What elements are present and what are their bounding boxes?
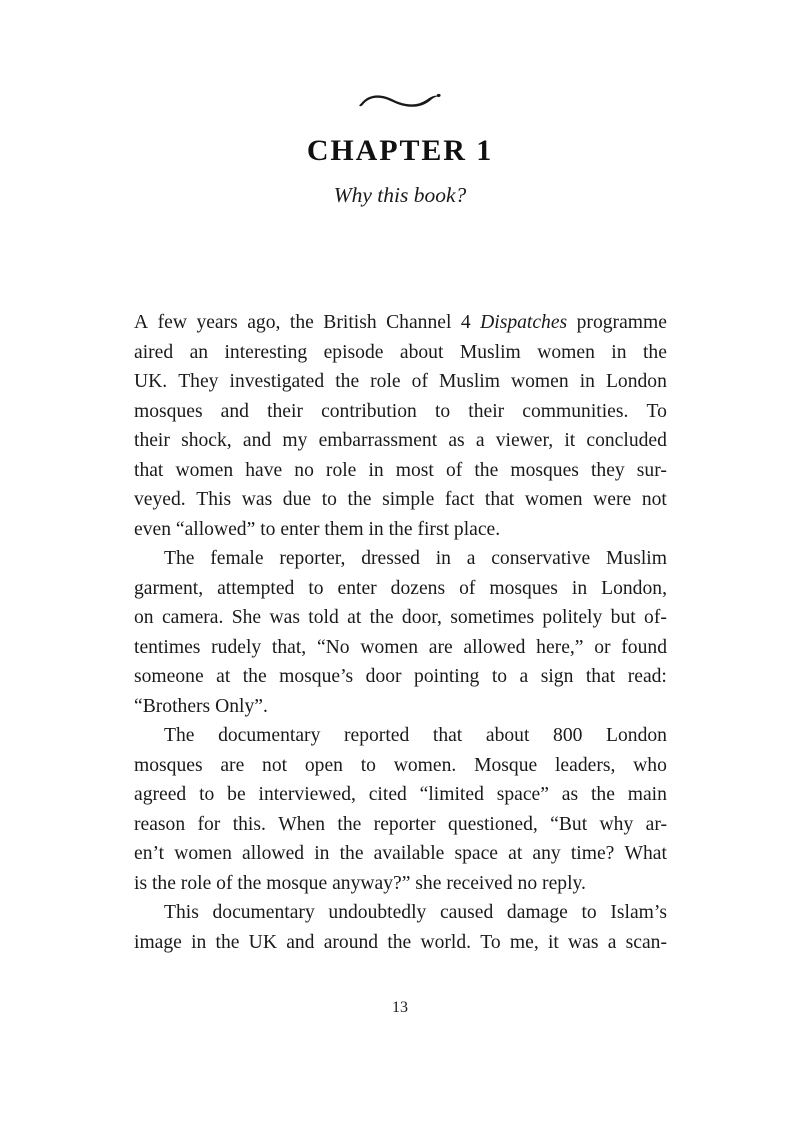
word: undoubtedly <box>328 902 427 923</box>
word: en’t <box>134 843 165 864</box>
word: to <box>321 489 337 510</box>
word: interesting <box>224 341 308 363</box>
word: embarrassment <box>318 430 438 451</box>
word: space” <box>496 784 549 805</box>
body-text <box>134 308 667 957</box>
word: women <box>360 636 419 658</box>
word: “Brothers Only”. <box>134 695 268 717</box>
word: that <box>484 489 515 510</box>
word: space <box>454 843 498 864</box>
word: pointing <box>414 666 480 687</box>
word: Muslim <box>438 371 500 392</box>
page-number: 13 <box>392 999 408 1016</box>
word: sign <box>540 666 574 687</box>
chapter-subtitle: Why this book? <box>333 183 467 207</box>
paragraph <box>134 721 667 898</box>
word: about <box>485 725 530 746</box>
word: damage <box>506 902 568 923</box>
word: documentary <box>212 902 315 923</box>
word: fact <box>444 489 475 510</box>
word: contribution <box>321 400 417 422</box>
word: UK. <box>134 371 168 392</box>
word: in <box>571 577 588 599</box>
text-line <box>134 426 667 456</box>
word: When <box>278 813 326 835</box>
word: this. <box>232 813 266 835</box>
word: not <box>641 489 667 510</box>
word: was <box>269 607 300 628</box>
text-line <box>134 338 667 368</box>
word: sometimes <box>450 607 535 628</box>
paragraph <box>134 544 667 721</box>
word: and <box>286 931 315 953</box>
word: communities. <box>522 400 629 422</box>
word: even “allowed” to enter them in the first place. <box>134 518 501 540</box>
word: the <box>590 784 615 805</box>
word: my <box>282 430 308 451</box>
word: to <box>491 666 508 687</box>
word: reporter <box>373 813 436 835</box>
word: She <box>231 607 262 628</box>
word: and <box>242 430 272 451</box>
word: reason <box>134 813 186 835</box>
word: to <box>308 577 324 599</box>
word: British <box>323 312 377 333</box>
word: and <box>220 400 249 422</box>
word: a <box>607 931 617 953</box>
text-line <box>134 780 667 810</box>
word: it <box>547 931 559 953</box>
word: This <box>196 489 232 510</box>
text-line <box>134 456 667 486</box>
word: me, <box>509 931 539 953</box>
word: years <box>196 312 238 333</box>
word: someone <box>134 666 204 687</box>
word: shock, <box>181 430 232 451</box>
word: viewer, <box>495 430 554 451</box>
word: door, <box>401 607 442 628</box>
text-line <box>134 839 667 869</box>
word: role <box>370 371 401 392</box>
text-line <box>134 810 667 840</box>
word: the <box>242 666 267 687</box>
word: mosque’s <box>279 666 354 687</box>
word: are <box>428 636 453 658</box>
word: was <box>568 931 599 953</box>
word: sur- <box>636 459 667 481</box>
text-line <box>134 367 667 397</box>
word: concluded <box>586 430 667 451</box>
word: women. <box>393 754 457 776</box>
word: scan- <box>625 931 667 953</box>
word: world. <box>420 931 472 953</box>
text-line <box>134 869 667 899</box>
word: the <box>337 813 362 835</box>
word: leaders, <box>554 754 616 776</box>
word: Muslim <box>459 341 521 363</box>
word: they <box>590 459 625 481</box>
word: the <box>215 931 240 953</box>
text-line <box>134 692 667 722</box>
word: or <box>594 636 611 658</box>
word: women <box>174 843 232 864</box>
word: Channel <box>386 312 452 333</box>
word: allowed <box>242 843 305 864</box>
word: the <box>289 312 314 333</box>
word: mosques <box>134 754 203 776</box>
text-line <box>134 721 667 751</box>
word: to <box>581 902 597 923</box>
word: The <box>164 548 195 569</box>
word: The <box>164 725 195 746</box>
word: no <box>294 459 314 481</box>
word: Muslim <box>606 548 667 569</box>
word: a <box>519 666 529 687</box>
word: ar- <box>645 813 667 835</box>
text-line <box>134 308 667 338</box>
word: interviewed, <box>258 784 356 805</box>
text-line <box>134 662 667 692</box>
word: that, <box>271 636 307 658</box>
word: documentary <box>218 725 321 746</box>
word: dressed <box>361 548 420 569</box>
text-line <box>134 751 667 781</box>
word: an <box>189 341 209 363</box>
word: allowed <box>463 636 526 658</box>
word: available <box>373 843 445 864</box>
word: few <box>157 312 187 333</box>
word: most <box>395 459 434 481</box>
word: UK <box>248 931 277 953</box>
word: What <box>624 843 667 864</box>
word: as <box>448 430 465 451</box>
text-line <box>134 603 667 633</box>
word: here,” <box>536 636 584 658</box>
word: to <box>360 754 376 776</box>
word: “limited <box>419 784 484 805</box>
paragraph <box>134 308 667 544</box>
text-line <box>134 574 667 604</box>
word: in <box>368 459 384 481</box>
word: that <box>134 459 164 481</box>
word: at <box>216 666 231 687</box>
word: camera. <box>161 607 224 628</box>
word: women <box>510 371 569 392</box>
word: is the role of the mosque anyway?” she received no reply. <box>134 872 586 894</box>
word: the <box>347 489 372 510</box>
word: not <box>262 754 288 776</box>
word: about <box>399 341 444 363</box>
word: their <box>134 430 170 451</box>
word: politely <box>542 607 603 628</box>
word: time? <box>570 843 615 864</box>
word: 800 <box>553 725 583 746</box>
word: in <box>611 341 627 363</box>
text-line <box>134 397 667 427</box>
word: They <box>178 371 219 392</box>
word: rudely <box>211 636 262 658</box>
word: To <box>646 400 667 422</box>
word: the <box>474 459 499 481</box>
word: A <box>134 312 149 333</box>
word: mosques <box>134 400 203 422</box>
word: a <box>466 548 476 569</box>
word: role <box>325 459 357 481</box>
word: veyed. <box>134 489 186 510</box>
word: were <box>593 489 632 510</box>
word: agreed <box>134 784 187 805</box>
word: that <box>585 666 616 687</box>
word: episode <box>323 341 384 363</box>
word: in <box>435 548 451 569</box>
word: programme <box>576 312 667 333</box>
word: London, <box>601 577 667 599</box>
word: mosques <box>489 577 558 599</box>
word: women <box>524 489 583 510</box>
word: aired <box>134 341 174 363</box>
word: found <box>621 636 667 658</box>
text-line <box>134 898 667 928</box>
word: London <box>606 725 667 746</box>
word: the <box>642 341 667 363</box>
word: door <box>365 666 402 687</box>
word: Mosque <box>474 754 538 776</box>
word: who <box>633 754 667 776</box>
word: that <box>432 725 463 746</box>
word: read: <box>627 666 667 687</box>
word: London <box>605 371 667 392</box>
word: “But <box>550 813 588 835</box>
text-line <box>134 928 667 958</box>
word: 4 <box>460 312 471 333</box>
word: any <box>532 843 561 864</box>
word: in <box>314 843 330 864</box>
word: on <box>134 607 154 628</box>
word: female <box>210 548 264 569</box>
word: open <box>304 754 343 776</box>
word: at <box>347 607 362 628</box>
word: at <box>508 843 523 864</box>
word: in <box>191 931 207 953</box>
word: in <box>579 371 595 392</box>
word: caused <box>439 902 494 923</box>
paragraph <box>134 898 667 957</box>
word: the <box>369 607 394 628</box>
word: as <box>561 784 579 805</box>
word: their <box>468 400 505 422</box>
word: cited <box>368 784 407 805</box>
word: but <box>610 607 636 628</box>
word: the <box>335 371 360 392</box>
calligraphic-swash-ornament <box>345 86 455 116</box>
word: it <box>564 430 576 451</box>
word: women <box>175 459 234 481</box>
word: attempted <box>217 577 295 599</box>
word: mosques <box>510 459 579 481</box>
word: dozens <box>390 577 446 599</box>
word: This <box>164 902 199 923</box>
word: due <box>282 489 312 510</box>
word: was <box>241 489 273 510</box>
word: a <box>475 430 485 451</box>
italic-title: Dispatches <box>480 312 568 333</box>
word: of- <box>644 607 667 628</box>
chapter-title: CHAPTER 1 <box>306 134 494 167</box>
word: reported <box>343 725 410 746</box>
word: told <box>308 607 339 628</box>
word: conservative <box>491 548 591 569</box>
chapter-header <box>0 86 800 209</box>
word: ago, <box>247 312 281 333</box>
word: be <box>227 784 246 805</box>
word: their <box>267 400 303 422</box>
word: tentimes <box>134 636 201 658</box>
word: the <box>339 843 364 864</box>
text-line <box>134 544 667 574</box>
word: main <box>627 784 667 805</box>
word: Islam’s <box>610 902 667 923</box>
word: women <box>537 341 595 363</box>
word: image <box>134 931 182 953</box>
word: have <box>245 459 283 481</box>
text-line <box>134 633 667 663</box>
text-line <box>134 485 667 515</box>
word: around <box>323 931 379 953</box>
word: “No <box>316 636 350 658</box>
word: of <box>411 371 428 392</box>
word: investigated <box>229 371 325 392</box>
word: reporter, <box>279 548 346 569</box>
word: why <box>599 813 634 835</box>
word: are <box>220 754 245 776</box>
word: of <box>445 459 463 481</box>
word: to <box>199 784 215 805</box>
word: the <box>387 931 412 953</box>
text-line <box>134 515 667 545</box>
word: of <box>459 577 476 599</box>
word: enter <box>337 577 377 599</box>
word: simple <box>382 489 435 510</box>
word: for <box>197 813 221 835</box>
word: To <box>480 931 501 953</box>
word: to <box>434 400 451 422</box>
word: garment, <box>134 577 204 599</box>
word: questioned, <box>448 813 538 835</box>
